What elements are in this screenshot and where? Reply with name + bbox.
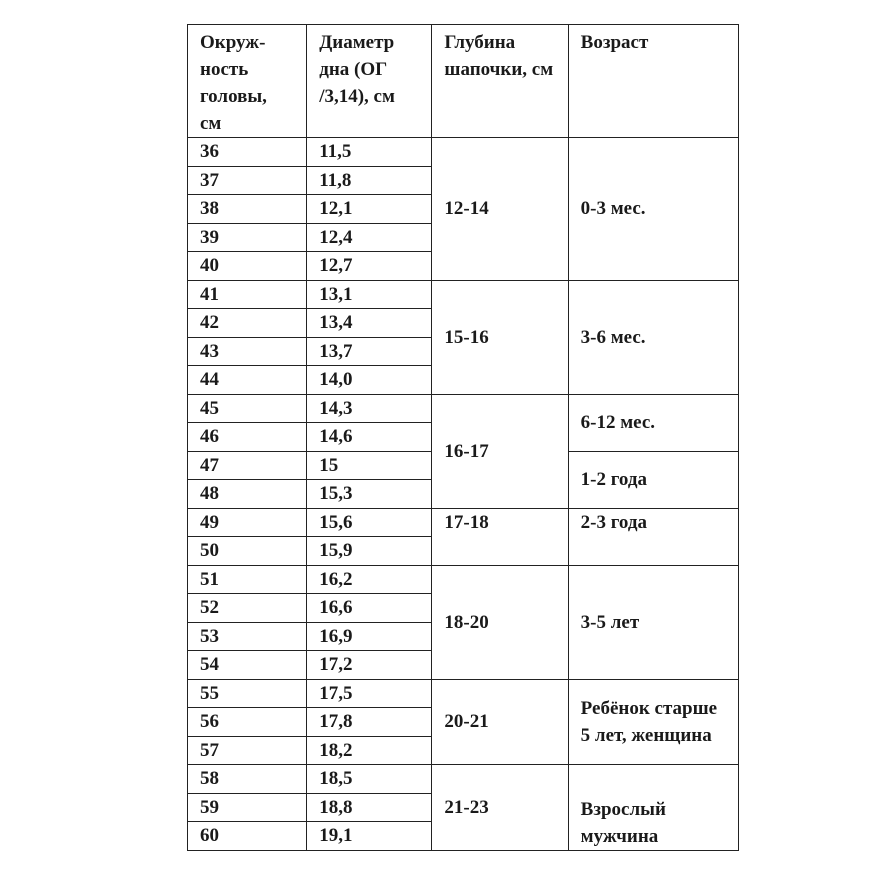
- diameter-cell: 17,2: [307, 651, 432, 680]
- depth-cell: 17-18: [432, 508, 568, 565]
- circumference-cell: 50: [188, 537, 307, 566]
- diameter-cell: 11,5: [307, 138, 432, 167]
- circumference-cell: 54: [188, 651, 307, 680]
- depth-cell: 21-23: [432, 765, 568, 851]
- diameter-cell: 13,1: [307, 280, 432, 309]
- header-circumference: Окруж-ность головы, см: [188, 25, 307, 138]
- diameter-cell: 13,7: [307, 337, 432, 366]
- circumference-cell: 40: [188, 252, 307, 281]
- diameter-cell: 17,5: [307, 679, 432, 708]
- circumference-cell: 60: [188, 822, 307, 851]
- age-cell: 6-12 мес.: [568, 394, 738, 451]
- circumference-cell: 42: [188, 309, 307, 338]
- header-row: [188, 25, 739, 138]
- circumference-cell: 38: [188, 195, 307, 224]
- diameter-cell: 15: [307, 451, 432, 480]
- table-row: [188, 565, 739, 594]
- diameter-cell: 12,4: [307, 223, 432, 252]
- table-row: [188, 679, 739, 708]
- circumference-cell: 51: [188, 565, 307, 594]
- circumference-cell: 48: [188, 480, 307, 509]
- age-cell: 1-2 года: [568, 451, 738, 508]
- circumference-cell: 52: [188, 594, 307, 623]
- diameter-cell: 15,9: [307, 537, 432, 566]
- circumference-cell: 56: [188, 708, 307, 737]
- depth-cell: 20-21: [432, 679, 568, 765]
- header-depth: Глубина шапочки, см: [432, 25, 568, 138]
- circumference-cell: 47: [188, 451, 307, 480]
- head-size-table: [187, 24, 739, 851]
- age-cell: Взрослый мужчина: [568, 765, 738, 851]
- table-row: [188, 280, 739, 309]
- header-age: Возраст: [568, 25, 738, 138]
- diameter-cell: 12,7: [307, 252, 432, 281]
- diameter-cell: 13,4: [307, 309, 432, 338]
- diameter-cell: 15,3: [307, 480, 432, 509]
- circumference-cell: 49: [188, 508, 307, 537]
- diameter-cell: 16,6: [307, 594, 432, 623]
- age-cell: 2-3 года: [568, 508, 738, 565]
- circumference-cell: 36: [188, 138, 307, 167]
- circumference-cell: 59: [188, 793, 307, 822]
- diameter-cell: 12,1: [307, 195, 432, 224]
- circumference-cell: 46: [188, 423, 307, 452]
- age-cell: 0-3 мес.: [568, 138, 738, 281]
- circumference-cell: 58: [188, 765, 307, 794]
- depth-cell: 15-16: [432, 280, 568, 394]
- header-diameter: Диаметр дна (ОГ /3,14), см: [307, 25, 432, 138]
- diameter-cell: 15,6: [307, 508, 432, 537]
- age-cell: 3-6 мес.: [568, 280, 738, 394]
- diameter-cell: 16,9: [307, 622, 432, 651]
- diameter-cell: 14,6: [307, 423, 432, 452]
- circumference-cell: 41: [188, 280, 307, 309]
- diameter-cell: 19,1: [307, 822, 432, 851]
- diameter-cell: 14,0: [307, 366, 432, 395]
- diameter-cell: 14,3: [307, 394, 432, 423]
- circumference-cell: 53: [188, 622, 307, 651]
- table-row: [188, 765, 739, 794]
- circumference-cell: 55: [188, 679, 307, 708]
- circumference-cell: 45: [188, 394, 307, 423]
- circumference-cell: 44: [188, 366, 307, 395]
- age-cell: Ребёнок старше 5 лет, женщина: [568, 679, 738, 765]
- circumference-cell: 37: [188, 166, 307, 195]
- circumference-cell: 39: [188, 223, 307, 252]
- table-row: [188, 394, 739, 423]
- depth-cell: 16-17: [432, 394, 568, 508]
- diameter-cell: 16,2: [307, 565, 432, 594]
- age-cell: 3-5 лет: [568, 565, 738, 679]
- table-row: [188, 508, 739, 537]
- circumference-cell: 57: [188, 736, 307, 765]
- depth-cell: 12-14: [432, 138, 568, 281]
- diameter-cell: 18,5: [307, 765, 432, 794]
- depth-cell: 18-20: [432, 565, 568, 679]
- diameter-cell: 18,8: [307, 793, 432, 822]
- table-row: [188, 138, 739, 167]
- circumference-cell: 43: [188, 337, 307, 366]
- diameter-cell: 11,8: [307, 166, 432, 195]
- diameter-cell: 17,8: [307, 708, 432, 737]
- diameter-cell: 18,2: [307, 736, 432, 765]
